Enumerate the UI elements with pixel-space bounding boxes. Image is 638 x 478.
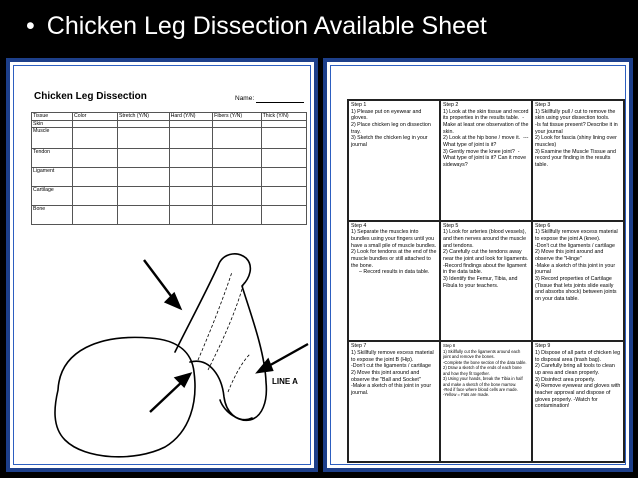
step-line: 2) Carefully bring all tools to clean up area and clean properly. xyxy=(535,363,617,377)
step-line: 1) Skillfully pull / cut to remove the skin using your dissection tools. xyxy=(535,108,617,122)
table-header: Color xyxy=(73,113,118,121)
step-cell-8 xyxy=(440,341,532,462)
step-cell-6 xyxy=(532,221,624,342)
step-line: 1) Look for arteries (blood vessels), and then nerves around the muscle and tendons. xyxy=(443,229,528,249)
slide-title-text: Chicken Leg Dissection Available Sheet xyxy=(46,12,487,40)
steps-grid xyxy=(347,99,625,463)
step-cell-5 xyxy=(440,221,532,342)
tissue-cell: Bone xyxy=(32,206,73,225)
arrow-shaft-line-a xyxy=(265,344,308,368)
step-heading: Step 4 xyxy=(351,222,367,229)
step-line: 3) Identify the Femur, Tibia, and Fibula to your teachers. xyxy=(443,276,519,289)
table-row xyxy=(32,121,307,128)
step-line: -Is fat tissue present? Describe it in your journal xyxy=(535,122,620,135)
tissue-cell: Muscle xyxy=(32,128,73,149)
step-line: 3) Gently move the knee joint? -What type of joint is it? Can it move sideways? xyxy=(443,148,528,169)
table-row xyxy=(32,128,307,149)
step-line: 1) Please put on eyewear and gloves. xyxy=(351,108,423,122)
arrow-head-line-a xyxy=(258,360,272,372)
title-bullet: • xyxy=(26,12,35,40)
line-a-label: LINE A xyxy=(272,377,298,386)
step-line: 3) Using your hands, break the Tibia in half and make a sketch of the bone marrow. xyxy=(443,376,524,387)
step-line: 3) Examine the Muscle Tissue and record your finding in the results table. xyxy=(535,148,618,169)
step-line: 1) Dispose of all parts of chicken leg to disposal area (trash bag). xyxy=(535,350,622,363)
step-heading: Step 8 xyxy=(443,343,456,349)
step-line: 2) Draw a sketch of the ends of each bone and how they fit together. xyxy=(443,365,523,376)
tissue-cell: Skin xyxy=(32,121,73,128)
step-line: -Don't cut the ligaments / cartilage xyxy=(351,363,431,370)
drumstick-outline xyxy=(175,254,266,420)
step-line: -Red if face where blood cells are made. xyxy=(443,386,518,392)
step-heading: Step 6 xyxy=(535,222,551,229)
step-cell-7 xyxy=(348,341,440,462)
tissue-cell: Cartilage xyxy=(32,187,73,206)
step-line: -Complete the bone section of the data table. xyxy=(443,359,527,365)
step-heading: Step 5 xyxy=(443,222,459,229)
table-header: Thick (Y/N) xyxy=(261,113,306,121)
chicken-leg-drawing xyxy=(40,242,310,467)
step-heading: Step 2 xyxy=(443,102,459,108)
name-line xyxy=(256,102,304,103)
bone-dash-1 xyxy=(198,272,232,360)
step-line: 2) Look for tendons at the end of the muscle bundles or still attached to the bone. xyxy=(351,249,438,269)
table-row xyxy=(32,187,307,206)
step-line: 1) Look at the skin tissue and record its properties in the results table. -Make at least one observation of the skin. xyxy=(443,108,530,135)
step-heading: Step 1 xyxy=(351,102,367,108)
worksheet-right xyxy=(323,58,633,472)
step-line: 2) Look for fascia (shiny lining over muscles) xyxy=(535,135,619,149)
step-line: -Make a sketch of this joint in your journal xyxy=(535,262,617,276)
step-line: 1) Separate the muscles into bundles using your fingers until you have a small pile of muscle bundles. xyxy=(351,229,437,249)
step-line: -Record findings about the ligament in the data table. xyxy=(443,262,529,276)
step-line: -Yellow = Fats are made. xyxy=(443,392,490,398)
step-line: 2) Move this joint around and observe the "Hinge" xyxy=(535,249,605,263)
arrow-shaft-left xyxy=(150,380,184,412)
table-row xyxy=(32,206,307,225)
worksheet-title: Chicken Leg Dissection xyxy=(34,91,147,102)
table-header: Hard (Y/N) xyxy=(169,113,213,121)
step-line: 1) Skillfully remove excess material to expose the joint B (Hip). xyxy=(351,350,436,363)
worksheet-left xyxy=(6,58,318,472)
step-line: -Make a sketch of this joint in your journal. xyxy=(351,383,433,397)
step-cell-3 xyxy=(532,100,624,221)
table-row xyxy=(32,149,307,168)
step-line: 2) Place chicken leg on dissection tray. xyxy=(351,122,433,135)
step-line: -Don't cut the ligaments / cartilage xyxy=(535,242,615,249)
step-heading: Step 3 xyxy=(535,102,551,108)
step-line: 2) Look at the hip bone / move it. ---What type of joint is it? xyxy=(443,135,529,149)
step-line: – Record results in data table. xyxy=(359,269,430,276)
table-header-row xyxy=(32,113,307,121)
step-line: 4) Remove eyewear and gloves with teacher approval and dispose of gloves properly. -Watch for contamination! xyxy=(535,383,622,410)
thigh-outline xyxy=(55,337,195,456)
step-cell-4 xyxy=(348,221,440,342)
step-cell-2 xyxy=(440,100,532,221)
step-line: 3) Disinfect area properly. xyxy=(535,376,596,383)
step-line: 3) Record properties of Cartilage (Tissue that lets joints slide easily and absorbs shock) between joints on your data table. xyxy=(535,276,619,303)
step-line: 1) Skillfully cut the ligaments around each joint and remove the bones. xyxy=(443,348,522,360)
tissue-cell: Tendon xyxy=(32,149,73,168)
step-heading: Step 7 xyxy=(351,343,367,350)
table-header: Stretch (Y/N) xyxy=(118,113,170,121)
step-cell-1 xyxy=(348,100,440,221)
step-cell-9 xyxy=(532,341,624,462)
step-heading: Step 9 xyxy=(535,343,551,350)
table-row xyxy=(32,168,307,187)
table-header: Tissue xyxy=(32,113,73,121)
tissue-cell: Ligament xyxy=(32,168,73,187)
arrow-head-top xyxy=(166,294,180,308)
step-line: 2) Carefully cut the tendons away near the joint and look for ligaments. xyxy=(443,249,529,263)
step-line: 2) Move this joint around and observe the "Ball and Socket" xyxy=(351,370,421,383)
slide-title xyxy=(26,12,487,41)
tissue-table xyxy=(31,112,307,225)
table-header: Fibers (Y/N) xyxy=(213,113,261,121)
name-label: Name: xyxy=(235,95,255,102)
step-line: 1) Skillfully remove excess material to expose the joint A (knee). xyxy=(535,229,620,242)
bone-dash-3 xyxy=(228,354,250,392)
arrow-shaft-top xyxy=(144,260,174,300)
bone-dash-2 xyxy=(208,282,244,370)
step-line: 3) Sketch the chicken leg in your journal xyxy=(351,135,430,149)
